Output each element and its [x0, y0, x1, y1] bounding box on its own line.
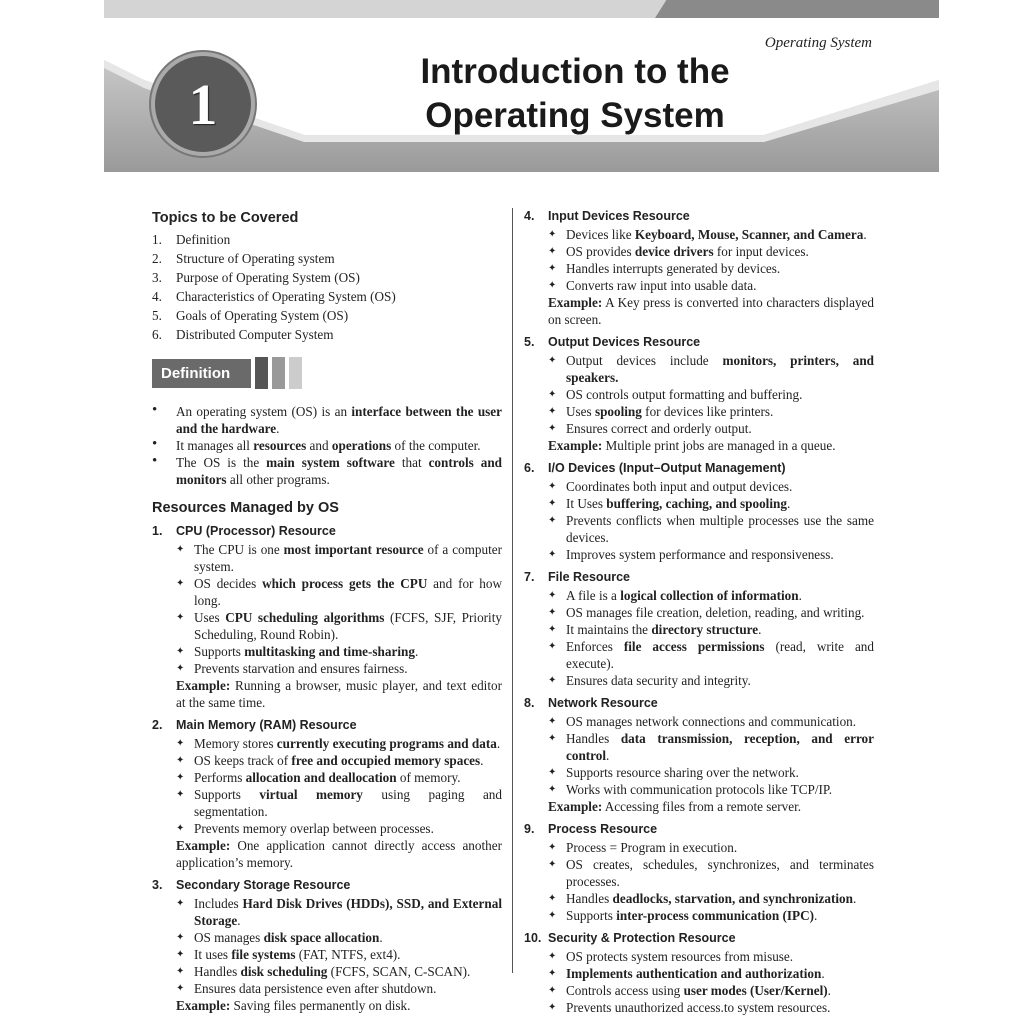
- column-divider: [512, 208, 513, 973]
- section-item: [176, 752, 502, 769]
- example-body: Saving files permanently on disk.: [230, 998, 411, 1013]
- text: Improves system performance and responsiveness.: [566, 547, 834, 562]
- section-number: 2.: [152, 718, 163, 732]
- section-number: 4.: [524, 209, 535, 223]
- section-item: [548, 260, 874, 277]
- example-body: Accessing files from a remote server.: [602, 799, 802, 814]
- section-number: 6.: [524, 461, 535, 475]
- definition-label: Definition: [152, 359, 251, 388]
- text: Works with communication protocols like TCP/IP.: [566, 782, 833, 797]
- bold-text: file access permissions: [623, 639, 765, 654]
- chapter-title-line2: Operating System: [425, 96, 725, 135]
- text: Memory stores: [194, 736, 277, 751]
- text: It Uses: [566, 496, 607, 511]
- bold-text: directory structure: [651, 622, 759, 637]
- text: (FCFS, SJF, Priority Scheduling, Round Robin).: [194, 610, 502, 642]
- definition-bullet: [152, 437, 502, 454]
- example-body: Running a browser, music player, and text editor at the same time.: [176, 678, 502, 710]
- text: OS decides: [194, 576, 263, 591]
- section-item: [176, 541, 502, 575]
- section-item: [548, 781, 874, 798]
- right-sections: [524, 208, 874, 1016]
- example-label: Example:: [176, 838, 231, 853]
- topic-number: 2.: [152, 251, 162, 266]
- resource-section: [152, 877, 502, 1014]
- bold-text: CPU scheduling algorithms: [225, 610, 385, 625]
- bold-text: most important resource: [283, 542, 424, 557]
- text: Performs: [194, 770, 246, 785]
- bold-text: free and occupied memory spaces: [291, 753, 481, 768]
- bold-text: multitasking and time-sharing: [244, 644, 415, 659]
- left-sections: [152, 523, 502, 1014]
- example-body: Multiple print jobs are managed in a queue.: [602, 438, 836, 453]
- topic-item: [152, 288, 502, 305]
- section-item: [548, 839, 874, 856]
- section-item: [548, 512, 874, 546]
- section-item: [548, 352, 874, 386]
- section-item: [548, 730, 874, 764]
- topic-item: [152, 307, 502, 324]
- text: The OS is the: [176, 455, 267, 470]
- text: .: [237, 913, 241, 928]
- example-text: [524, 294, 874, 328]
- section-items: [524, 713, 874, 798]
- example-label: Example:: [548, 438, 603, 453]
- resource-section: [152, 523, 502, 711]
- decor-bar: [255, 357, 268, 389]
- text: Supports resource sharing over the network.: [566, 765, 799, 780]
- text: Process = Program in execution.: [566, 840, 738, 855]
- section-item: [548, 403, 874, 420]
- section-item: [548, 546, 874, 563]
- section-title: Network Resource: [548, 696, 658, 710]
- example-text: [524, 798, 874, 815]
- example-text: [152, 837, 502, 871]
- topic-number: 5.: [152, 308, 162, 323]
- text: It uses: [194, 947, 232, 962]
- topic-item: [152, 269, 502, 286]
- topic-text: Goals of Operating System (OS): [176, 308, 349, 323]
- topic-number: 3.: [152, 270, 162, 285]
- text: A file is a: [566, 588, 621, 603]
- text: Uses: [194, 610, 226, 625]
- topics-list: [152, 231, 502, 343]
- resource-section: [524, 930, 874, 1016]
- topic-number: 4.: [152, 289, 162, 304]
- section-number: 10.: [524, 931, 542, 945]
- text: It maintains the: [566, 622, 652, 637]
- text: that: [394, 455, 429, 470]
- section-item: [548, 764, 874, 781]
- definition-bullet: [152, 403, 502, 437]
- example-body: One application cannot directly access another application’s memory.: [176, 838, 502, 870]
- section-item: [548, 495, 874, 512]
- bold-text: currently executing programs and data: [276, 736, 497, 751]
- resource-section: [152, 717, 502, 871]
- section-item: [176, 946, 502, 963]
- section-item: [548, 672, 874, 689]
- topic-number: 6.: [152, 327, 162, 342]
- section-item: [548, 965, 874, 982]
- bold-text: spooling: [594, 404, 642, 419]
- section-items: [524, 948, 874, 1016]
- section-items: [524, 839, 874, 924]
- text: .: [414, 644, 419, 659]
- text: .: [496, 736, 501, 751]
- section-item: [548, 638, 874, 672]
- section-item: [548, 948, 874, 965]
- section-number: 1.: [152, 524, 163, 538]
- section-items: [524, 478, 874, 563]
- text: Includes: [194, 896, 243, 911]
- header-top-strip-dark: [655, 0, 939, 18]
- section-title: Main Memory (RAM) Resource: [176, 718, 357, 732]
- section-number: 9.: [524, 822, 535, 836]
- text: OS keeps track of: [194, 753, 292, 768]
- text: Converts raw input into usable data.: [566, 278, 757, 293]
- text: Handles: [566, 731, 621, 746]
- section-item: [548, 604, 874, 621]
- decor-bar: [289, 357, 302, 389]
- text: .: [758, 622, 762, 637]
- resource-section: [524, 208, 874, 328]
- bold-text: deadlocks, starvation, and synchronization: [612, 891, 853, 906]
- chapter-title: [370, 50, 780, 138]
- text: .: [798, 588, 802, 603]
- definition-bullets: [152, 403, 502, 488]
- bold-text: file systems: [231, 947, 296, 962]
- section-item: [548, 243, 874, 260]
- right-column: [524, 208, 874, 1016]
- text: Ensures correct and orderly output.: [566, 421, 752, 436]
- text: .: [852, 891, 857, 906]
- section-item: [176, 769, 502, 786]
- section-item: [548, 478, 874, 495]
- topic-text: Structure of Operating system: [176, 251, 335, 266]
- text: of memory.: [396, 770, 461, 785]
- text: Prevents unauthorized access.to system resources.: [566, 1000, 831, 1015]
- text: .: [827, 983, 831, 998]
- text: Output devices include: [566, 353, 723, 368]
- text: (FCFS, SCAN, C-SCAN).: [327, 964, 471, 979]
- example-body: A Key press is converted into characters displayed on screen.: [548, 295, 874, 327]
- text: Prevents starvation and ensures fairness.: [194, 661, 408, 676]
- section-heading: [524, 930, 874, 947]
- section-heading: [152, 523, 502, 540]
- text: .: [480, 753, 484, 768]
- section-heading: [524, 569, 874, 586]
- bold-text: disk space allocation: [263, 930, 380, 945]
- text: Controls access using: [566, 983, 684, 998]
- topic-text: Definition: [176, 232, 231, 247]
- text: Handles: [194, 964, 241, 979]
- text: .: [276, 421, 280, 436]
- resource-section: [524, 695, 874, 815]
- text: of the computer.: [391, 438, 481, 453]
- section-item: [548, 907, 874, 924]
- resources-heading: Resources Managed by OS: [152, 500, 339, 516]
- bold-text: Hard Disk Drives (HDDs), SSD, and External Storage: [194, 896, 502, 928]
- text: Coordinates both input and output devices.: [566, 479, 793, 494]
- example-text: [524, 437, 874, 454]
- resource-section: [524, 334, 874, 454]
- section-heading: [524, 460, 874, 477]
- bold-text: Keyboard, Mouse, Scanner, and Camera: [634, 227, 864, 242]
- section-heading: [524, 695, 874, 712]
- section-item: [548, 587, 874, 604]
- text: Devices like: [566, 227, 635, 242]
- bold-text: monitors, printers, and speakers.: [566, 353, 874, 385]
- section-title: CPU (Processor) Resource: [176, 524, 336, 538]
- text: Supports: [194, 787, 260, 802]
- text: (FAT, NTFS, ext4).: [295, 947, 401, 962]
- section-item: [548, 890, 874, 907]
- section-item: [548, 420, 874, 437]
- text: OS provides: [566, 244, 635, 259]
- example-label: Example:: [176, 998, 231, 1013]
- text: .: [863, 227, 867, 242]
- text: all other programs.: [226, 472, 330, 487]
- definition-box: [152, 357, 502, 389]
- resource-section: [524, 460, 874, 563]
- text: Prevents conflicts when multiple processes use the same devices.: [566, 513, 874, 545]
- section-item: [176, 643, 502, 660]
- bold-text: main system software: [266, 455, 395, 470]
- bold-text: interface between the user and the hardware: [176, 404, 503, 436]
- resource-section: [524, 569, 874, 689]
- chapter-title-line1: Introduction to the: [420, 52, 730, 91]
- section-items: [524, 352, 874, 437]
- bold-text: virtual memory: [259, 787, 363, 802]
- text: .: [379, 930, 383, 945]
- section-item: [176, 929, 502, 946]
- text: Prevents memory overlap between processes.: [194, 821, 434, 836]
- example-label: Example:: [548, 799, 603, 814]
- section-heading: [152, 877, 502, 894]
- bold-text: inter-process communication (IPC): [616, 908, 814, 923]
- bold-text: logical collection of information: [620, 588, 799, 603]
- section-item: [548, 713, 874, 730]
- text: and for how long.: [194, 576, 502, 608]
- bold-text: allocation and deallocation: [245, 770, 397, 785]
- section-item: [176, 980, 502, 997]
- text: Uses: [566, 404, 595, 419]
- text: OS protects system resources from misuse.: [566, 949, 794, 964]
- section-title: File Resource: [548, 570, 630, 584]
- decor-bar: [272, 357, 285, 389]
- text: It manages all: [176, 438, 254, 453]
- bold-text: data transmission, reception, and error control: [566, 731, 875, 763]
- section-item: [548, 856, 874, 890]
- section-item: [548, 226, 874, 243]
- section-item: [548, 277, 874, 294]
- section-number: 5.: [524, 335, 535, 349]
- bold-text: resources: [253, 438, 307, 453]
- section-items: [524, 226, 874, 294]
- text: and: [306, 438, 332, 453]
- text: Ensures data security and integrity.: [566, 673, 751, 688]
- text: (read, write and execute).: [566, 639, 874, 671]
- section-number: 7.: [524, 570, 535, 584]
- section-title: Security & Protection Resource: [548, 931, 736, 945]
- section-heading: [524, 334, 874, 351]
- topic-item: [152, 231, 502, 248]
- topic-item: [152, 250, 502, 267]
- topic-text: Purpose of Operating System (OS): [176, 270, 360, 285]
- text: .: [813, 908, 818, 923]
- text: Supports: [566, 908, 617, 923]
- section-heading: [152, 717, 502, 734]
- section-item: [176, 660, 502, 677]
- bold-text: operations: [331, 438, 392, 453]
- bold-text: Implements authentication and authorization: [566, 966, 822, 981]
- section-number: 3.: [152, 878, 163, 892]
- section-item: [176, 735, 502, 752]
- section-item: [176, 820, 502, 837]
- topic-number: 1.: [152, 232, 162, 247]
- section-number: 8.: [524, 696, 535, 710]
- section-title: Input Devices Resource: [548, 209, 690, 223]
- running-title: Operating System: [764, 35, 872, 51]
- text: .: [786, 496, 791, 511]
- text: Handles interrupts generated by devices.: [566, 261, 781, 276]
- example-text: [152, 997, 502, 1014]
- text: An operating system (OS) is an: [176, 404, 352, 419]
- section-item: [548, 982, 874, 999]
- text: Ensures data persistence even after shutdown.: [194, 981, 437, 996]
- section-items: [152, 895, 502, 997]
- section-items: [152, 735, 502, 837]
- section-title: Output Devices Resource: [548, 335, 701, 349]
- definition-bullet: [152, 454, 502, 488]
- bold-text: which process gets the CPU: [262, 576, 428, 591]
- chapter-number-badge: 1: [151, 52, 255, 156]
- section-item: [176, 609, 502, 643]
- section-title: Secondary Storage Resource: [176, 878, 351, 892]
- text: OS manages file creation, deletion, reading, and writing.: [566, 605, 865, 620]
- bold-text: buffering, caching, and spooling: [606, 496, 787, 511]
- section-item: [548, 999, 874, 1016]
- section-heading: [524, 208, 874, 225]
- bold-text: user modes (User/Kernel): [683, 983, 828, 998]
- text: Handles: [566, 891, 613, 906]
- section-item: [176, 786, 502, 820]
- section-items: [524, 587, 874, 689]
- text: using paging and segmentation.: [194, 787, 502, 819]
- text: OS creates, schedules, synchronizes, and terminates processes.: [566, 857, 874, 889]
- text: Enforces: [566, 639, 624, 654]
- topic-text: Distributed Computer System: [176, 327, 334, 342]
- example-label: Example:: [176, 678, 231, 693]
- section-item: [176, 963, 502, 980]
- section-items: [152, 541, 502, 677]
- text: .: [606, 748, 610, 763]
- text: of a computer system.: [194, 542, 503, 574]
- section-item: [548, 386, 874, 403]
- topic-text: Characteristics of Operating System (OS): [176, 289, 396, 304]
- example-label: Example:: [548, 295, 603, 310]
- text: Supports: [194, 644, 245, 659]
- section-item: [176, 575, 502, 609]
- section-title: I/O Devices (Input–Output Management): [548, 461, 786, 475]
- example-text: [152, 677, 502, 711]
- bold-text: disk scheduling: [240, 964, 328, 979]
- section-item: [548, 621, 874, 638]
- bold-text: device drivers: [634, 244, 714, 259]
- text: OS manages network connections and communication.: [566, 714, 857, 729]
- text: OS controls output formatting and buffering.: [566, 387, 803, 402]
- text: OS manages: [194, 930, 264, 945]
- left-column: [152, 208, 502, 1014]
- text: for devices like printers.: [641, 404, 774, 419]
- text: .: [821, 966, 825, 981]
- section-item: [176, 895, 502, 929]
- resource-section: [524, 821, 874, 924]
- text: for input devices.: [713, 244, 809, 259]
- bold-text: controls and monitors: [176, 455, 502, 487]
- topics-heading: Topics to be Covered: [152, 210, 299, 226]
- section-title: Process Resource: [548, 822, 658, 836]
- section-heading: [524, 821, 874, 838]
- text: The CPU is one: [194, 542, 284, 557]
- topic-item: [152, 326, 502, 343]
